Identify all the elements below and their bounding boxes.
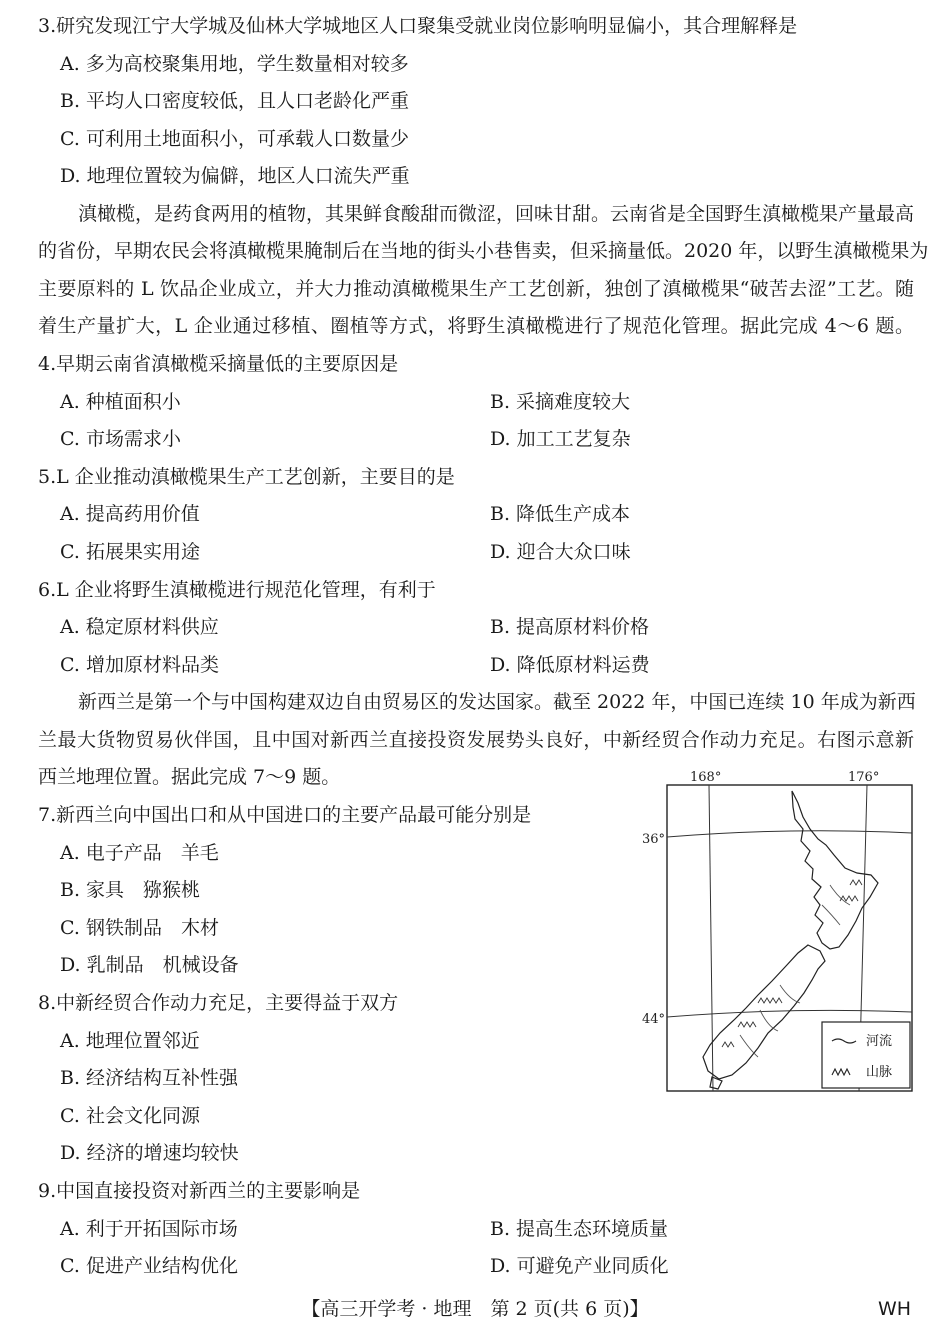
q8-option-a: A. 地理位置邻近 [60, 1030, 200, 1052]
passage2-line3: 西兰地理位置。据此完成 7～9 题。 [38, 766, 341, 788]
map-legend [822, 1022, 910, 1088]
passage1-line4: 着生产量扩大，L 企业通过移植、圈植等方式，将野生滇橄榄进行了规范化管理。据此完成 4～6 题。 [38, 315, 914, 337]
q8-stem: 8.中新经贸合作动力充足，主要得益于双方 [38, 992, 399, 1014]
q7-option-c: C. 钢铁制品 木材 [60, 917, 219, 939]
q4-option-c: C. 市场需求小 [60, 428, 181, 450]
q6-option-b: B. 提高原材料价格 [490, 616, 650, 638]
q5-option-a: A. 提高药用价值 [60, 503, 200, 525]
south-island [703, 945, 825, 1079]
q3-stem: 3.研究发现江宁大学城及仙林大学城地区人口聚集受就业岗位影响明显偏小，其合理解释是 [38, 15, 798, 37]
q5-option-b: B. 降低生产成本 [490, 503, 631, 525]
q3-option-c: C. 可利用土地面积小，可承载人口数量少 [60, 128, 409, 150]
q9-option-d: D. 可避免产业同质化 [490, 1255, 669, 1277]
passage1-line1: 滇橄榄，是药食两用的植物，其果鲜食酸甜而微涩，回味甘甜。云南省是全国野生滇橄榄果产量最高 [78, 203, 915, 225]
q6-option-d: D. 降低原材料运费 [490, 654, 650, 676]
q6-stem: 6.L 企业将野生滇橄榄进行规范化管理，有利于 [38, 579, 436, 601]
q3-option-a: A. 多为高校聚集用地，学生数量相对较多 [60, 53, 409, 75]
q9-option-c: C. 促进产业结构优化 [60, 1255, 238, 1277]
q8-option-d: D. 经济的增速均较快 [60, 1142, 239, 1164]
q3-option-b: B. 平均人口密度较低，且人口老龄化严重 [60, 90, 410, 112]
passage2-line1: 新西兰是第一个与中国构建双边自由贸易区的发达国家。截至 2022 年，中国已连续 10 年成为新西 [78, 691, 916, 713]
lon-label-168: 168° [690, 770, 722, 785]
q9-stem: 9.中国直接投资对新西兰的主要影响是 [38, 1180, 361, 1202]
q4-option-d: D. 加工工艺复杂 [490, 428, 631, 450]
new-zealand-map [640, 765, 915, 1095]
q4-stem: 4.早期云南省滇橄榄采摘量低的主要原因是 [38, 353, 399, 375]
q9-option-b: B. 提高生态环境质量 [490, 1218, 669, 1240]
q6-option-c: C. 增加原材料品类 [60, 654, 219, 676]
q7-option-b: B. 家具 猕猴桃 [60, 879, 201, 901]
q6-option-a: A. 稳定原材料供应 [60, 616, 219, 638]
q7-option-d: D. 乳制品 机械设备 [60, 954, 239, 976]
page-footer: 【高三开学考 · 地理 第 2 页(共 6 页)】 [301, 1298, 649, 1320]
q4-option-a: A. 种植面积小 [60, 391, 181, 413]
q5-option-c: C. 拓展果实用途 [60, 541, 200, 563]
q8-option-c: C. 社会文化同源 [60, 1105, 200, 1127]
footer-code: WH [878, 1298, 912, 1320]
q5-option-d: D. 迎合大众口味 [490, 541, 631, 563]
q8-option-b: B. 经济结构互补性强 [60, 1067, 239, 1089]
passage1-line3: 主要原料的 L 饮品企业成立，并大力推动滇橄榄果生产工艺创新，独创了滇橄榄果“破苦去涩”工艺。随 [38, 278, 914, 300]
q3-option-d: D. 地理位置较为偏僻，地区人口流失严重 [60, 165, 410, 187]
legend-river-label: 河流 [866, 1034, 893, 1049]
lat-label-36: 36° [642, 832, 666, 847]
q7-stem: 7.新西兰向中国出口和从中国进口的主要产品最可能分别是 [38, 804, 532, 826]
lon-label-176: 176° [848, 770, 880, 785]
q9-option-a: A. 利于开拓国际市场 [60, 1218, 238, 1240]
passage2-line2: 兰最大货物贸易伙伴国，且中国对新西兰直接投资发展势头良好，中新经贸合作动力充足。右图示意新 [38, 729, 914, 751]
q4-option-b: B. 采摘难度较大 [490, 391, 631, 413]
legend-mountain-label: 山脉 [866, 1065, 893, 1080]
passage1-line2: 的省份，早期农民会将滇橄榄果腌制后在当地的街头小巷售卖，但采摘量低。2020 年，以野生滇橄榄果为 [38, 240, 929, 262]
q7-option-a: A. 电子产品 羊毛 [60, 842, 219, 864]
q5-stem: 5.L 企业推动滇橄榄果生产工艺创新，主要目的是 [38, 466, 455, 488]
lat-label-44: 44° [642, 1012, 666, 1027]
